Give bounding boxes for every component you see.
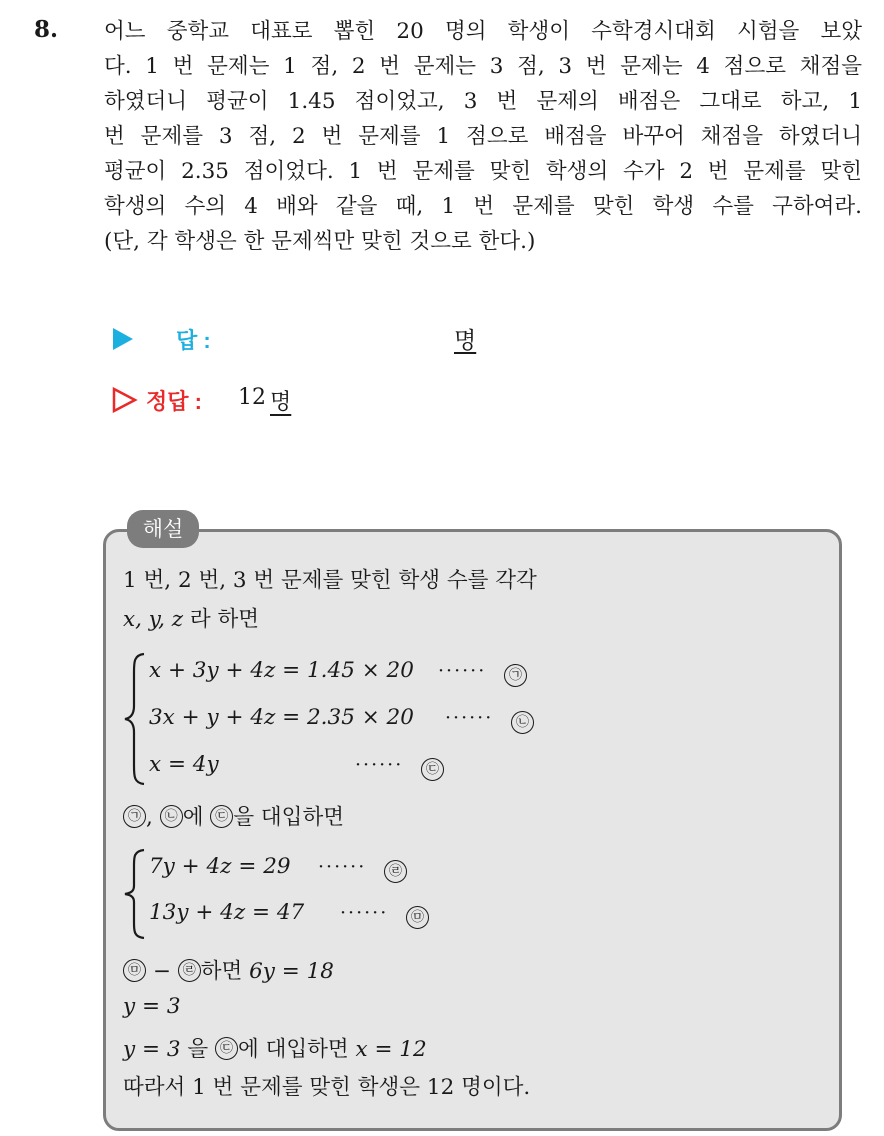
circled-mark: ㉣ <box>178 959 201 982</box>
answer-unit: 명 <box>454 328 477 354</box>
minus: − <box>152 959 171 984</box>
equation: 6y = 18 <box>249 959 334 984</box>
question-line: 평균이 2.35 점이었다. 1 번 문제를 맞힌 학생의 수가 2 번 문제를 맞힌 <box>104 159 862 184</box>
circled-mark: ㉤ <box>123 959 146 982</box>
answer-label: 답 : <box>176 328 211 353</box>
equation-2: 3x + y + 4z = 2.35 × 20 <box>149 705 414 730</box>
dots: ······ <box>340 902 389 924</box>
correct-unit: 명 <box>270 390 292 415</box>
elimination-line <box>123 954 334 985</box>
equation: x = 12 <box>355 1037 427 1062</box>
circled-mark: ㉢ <box>215 1037 238 1060</box>
answer-row[interactable] <box>112 322 552 356</box>
question-line: 번 문제를 3 점, 2 번 문제를 1 점으로 배점을 바꾸어 채점을 하였더니 <box>104 124 862 149</box>
variables: x, y, z <box>123 607 184 632</box>
left-brace <box>122 652 148 786</box>
left-brace <box>122 848 148 940</box>
correct-label: 정답 : <box>146 389 202 414</box>
question-line: 다. 1 번 문제는 1 점, 2 번 문제는 3 점, 3 번 문제는 4 점으로 채점을 <box>104 54 862 79</box>
variables-suffix: 라 하면 <box>183 607 260 632</box>
question-line: 학생의 수의 4 배와 같을 때, 1 번 문제를 맞힌 학생 수를 구하여라. <box>104 194 862 219</box>
question-line: 어느 중학교 대표로 뽑힌 20 명의 학생이 수학경시대회 시험을 보았 <box>104 19 862 44</box>
solution-tag: 해설 <box>127 510 199 548</box>
circled-mark: ㉤ <box>406 906 429 929</box>
solution-variables-line <box>123 602 259 633</box>
conclusion-line: 따라서 1 번 문제를 맞힌 학생은 12 명이다. <box>123 1075 531 1100</box>
correct-value: 12 <box>238 385 266 410</box>
question-line: (단, 각 학생은 한 문제씩만 맞힌 것으로 한다.) <box>104 229 536 254</box>
correct-answer-row <box>112 383 552 419</box>
question-number: 8. <box>34 16 59 43</box>
play-arrow-icon <box>112 327 134 351</box>
dots: ······ <box>438 660 487 682</box>
equation-5: 13y + 4z = 47 <box>149 900 305 925</box>
circled-mark: ㉠ <box>504 664 527 687</box>
circled-mark: ㉣ <box>384 860 407 883</box>
dots: ······ <box>318 856 367 878</box>
equation-3: x = 4y <box>149 752 219 777</box>
play-outline-icon <box>112 387 138 413</box>
dots: ······ <box>355 754 404 776</box>
text: 에 대입하면 <box>237 1037 356 1062</box>
circled-mark: ㉢ <box>421 758 444 781</box>
substitution-line <box>123 800 344 831</box>
dots: ······ <box>445 707 494 729</box>
question-line: 하였더니 평균이 1.45 점이었고, 3 번 문제의 배점은 그대로 하고, 1 <box>104 89 862 114</box>
result-y: y = 3 <box>123 994 181 1019</box>
circled-mark: ㉢ <box>210 805 233 828</box>
circled-mark: ㉠ <box>123 805 146 828</box>
text: 을 <box>180 1037 215 1062</box>
comma: , <box>146 805 153 830</box>
equation: y = 3 <box>123 1037 181 1062</box>
text: 하면 <box>200 959 243 984</box>
text: 에 <box>182 805 204 830</box>
equation-1: x + 3y + 4z = 1.45 × 20 <box>149 658 414 683</box>
question-text <box>104 14 862 259</box>
solution-intro-line: 1 번, 2 번, 3 번 문제를 맞힌 학생 수를 각각 <box>123 568 537 593</box>
result-x-line <box>123 1032 427 1063</box>
circled-mark: ㉡ <box>511 711 534 734</box>
equation-4: 7y + 4z = 29 <box>149 854 291 879</box>
text: 을 대입하면 <box>233 805 344 830</box>
circled-mark: ㉡ <box>160 805 183 828</box>
